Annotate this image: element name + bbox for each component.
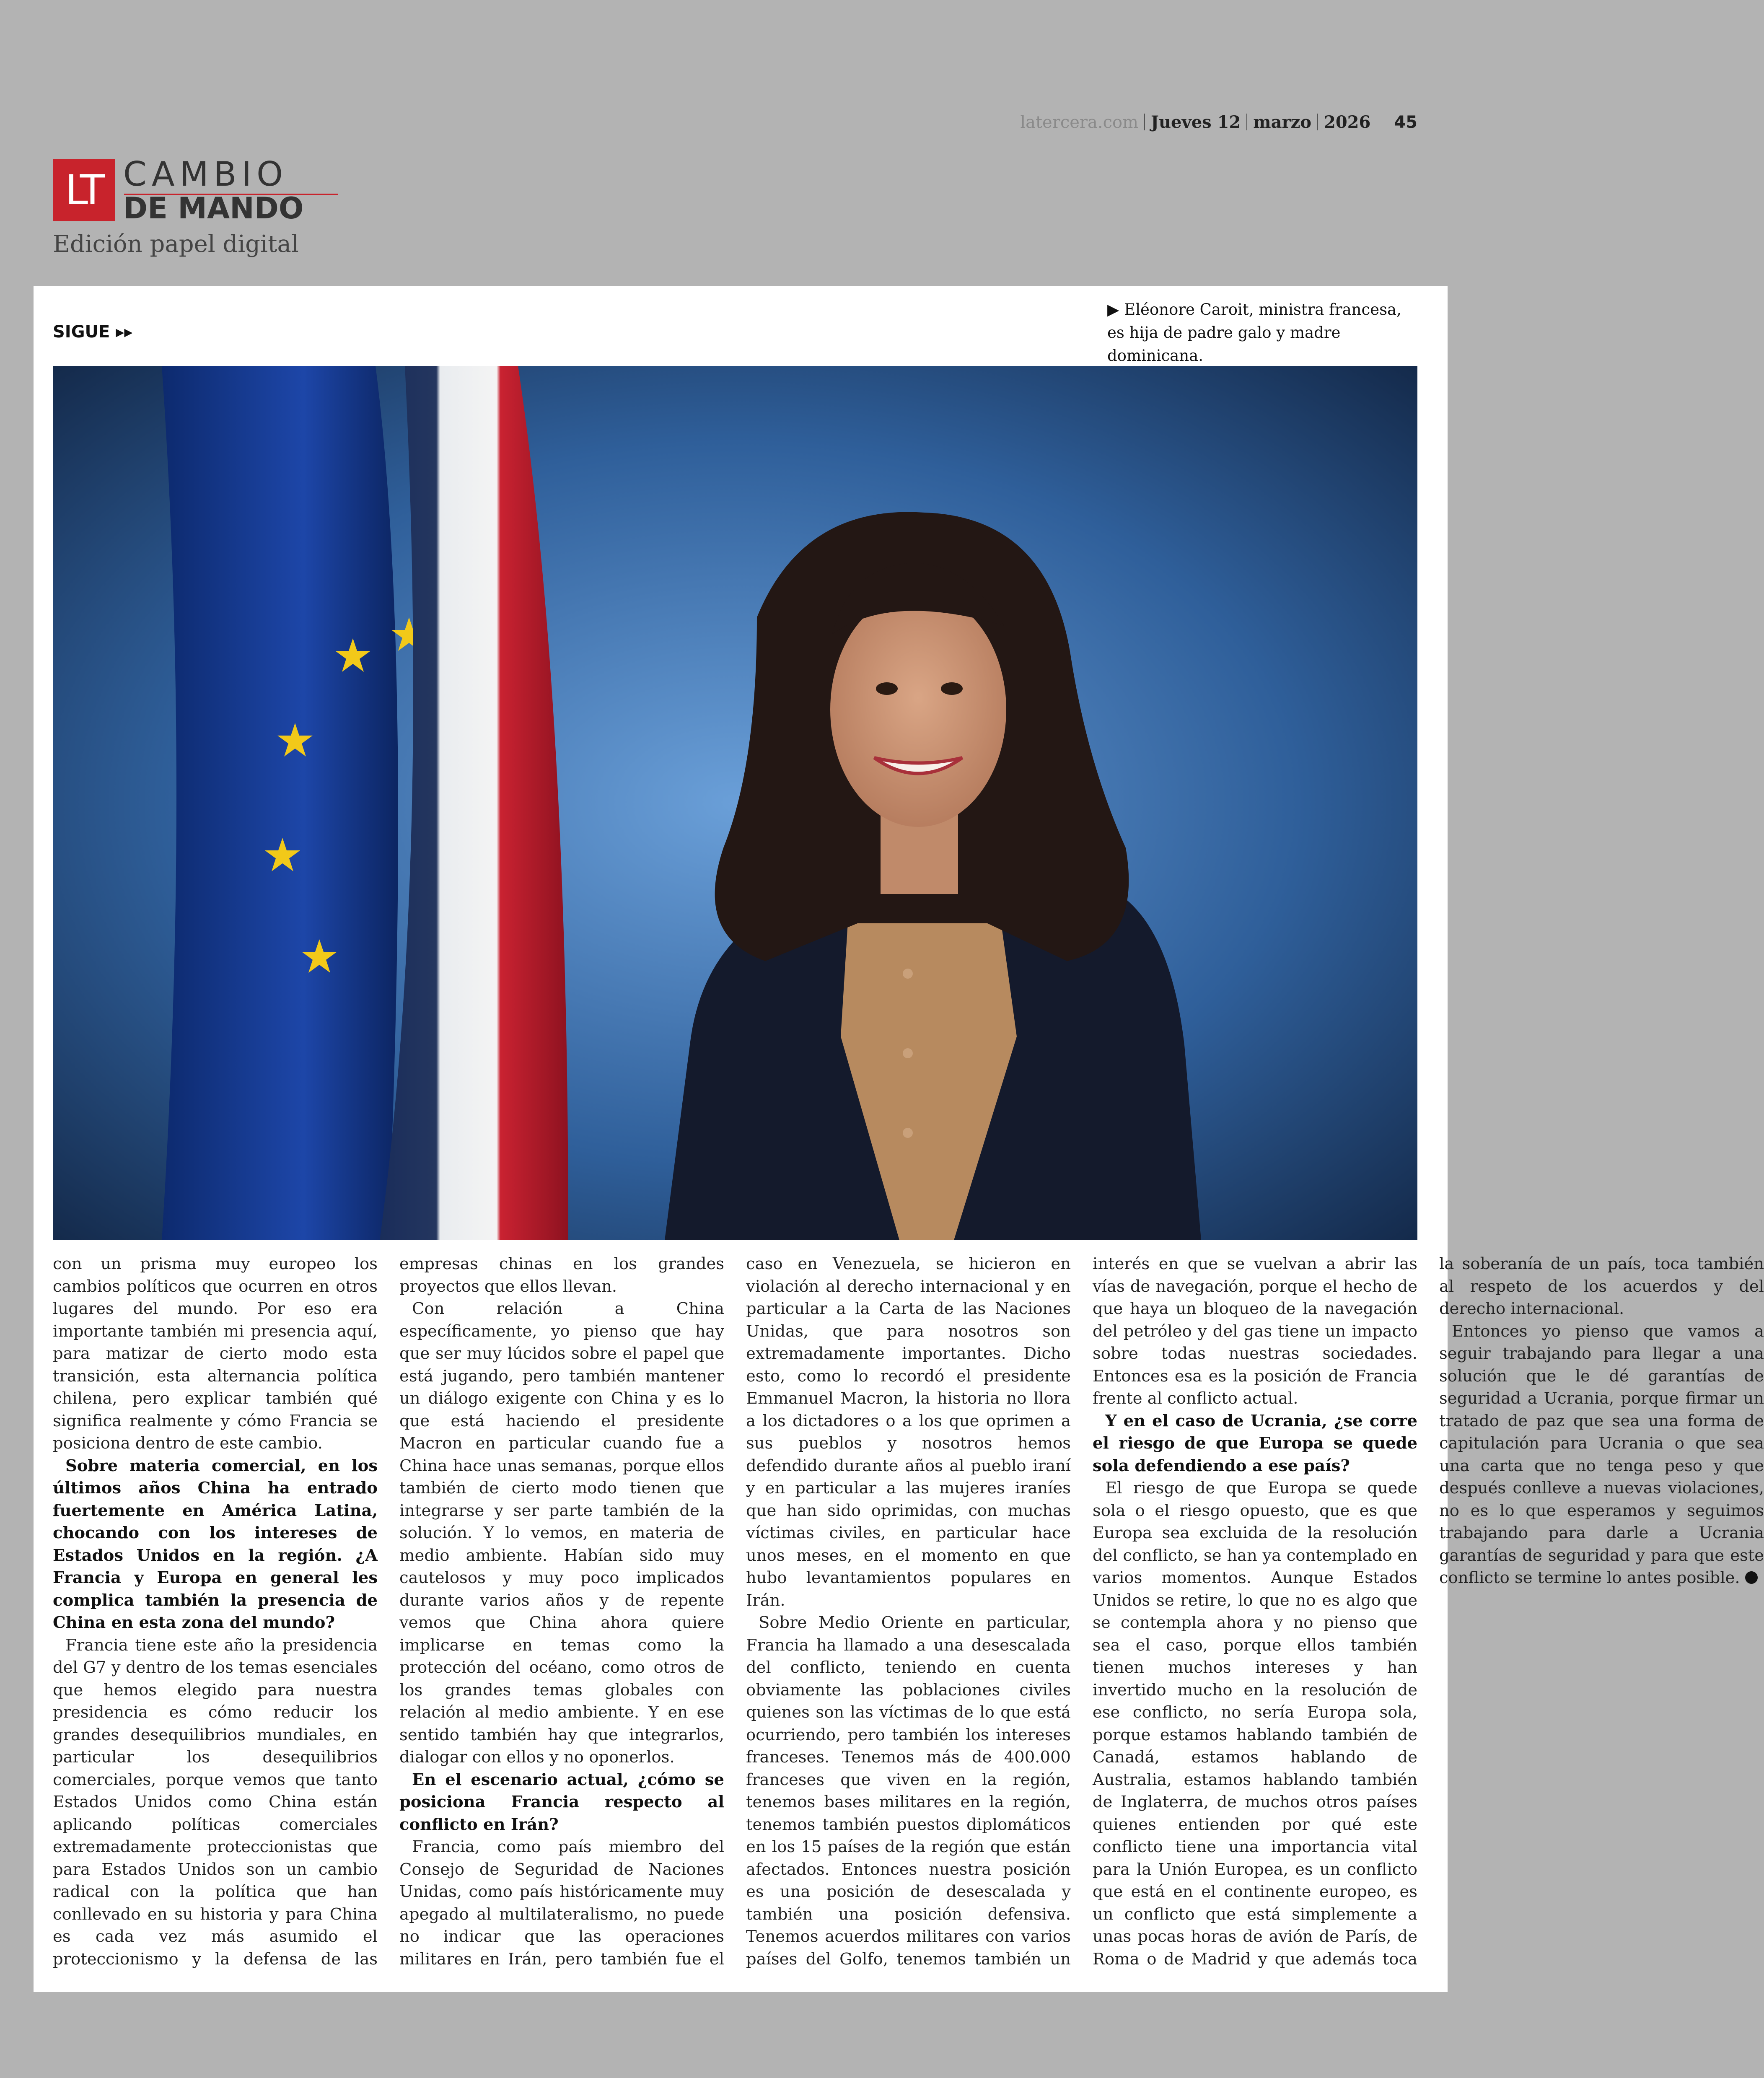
photo-caption: ▶ Eléonore Caroit, ministra francesa, es hija de padre galo y madre dominicana. <box>1107 301 1401 365</box>
article-page <box>34 286 1764 1992</box>
header-day: Jueves 12 <box>1151 112 1241 132</box>
interview-question: Sobre materia comercial, en los últimos años China ha entrado fuertemente en América Latina, chocando con los intereses de Estados Unidos en la región. ¿A Francia y Europa en general les complica también la presencia de China en esta zona del mundo? <box>53 1456 378 1632</box>
interview-question: Y en el caso de Ucrania, ¿se corre el riesgo de que Europa se quede sola defendiendo a ese país? <box>1093 1411 1417 1475</box>
article-paragraph: con un prisma muy europeo los cambios políticos que ocurren en otros lugares del mundo. Por eso era importante también mi presencia aquí, para matizar de cierto modo esta transición, esta alternancia política chilena, pero explicar también qué significa realmente y cómo Francia se posiciona dentro de este cambio. <box>53 1254 378 1453</box>
article-paragraph: Francia tiene este año la presidencia del G7 y dentro de los temas esenciales que hemos elegido para nuestra presidencia es cómo reducir los grandes desequilibrios mundiales, en particular los desequilibrios comerciales, porque vemos que tanto Estados Unidos como China están aplicando políticas comerciales extremadamente proteccionistas que para Estados Unidos son un cambio radical con la política que han conllevado en su historia y para China es cada vez más asumido el proteccionismo y la defensa de las empresas chinas en los grandes proyectos que ellos llevan. <box>53 1254 724 1969</box>
article-paragraph: Sobre Medio Oriente en particular, Francia ha llamado a una desescalada del conflicto, teniendo en cuenta obviamente las poblaciones civiles quienes son las víctimas de lo que está ocurriendo, pero también los intereses franceses. Tenemos más de 400.000 franceses que viven en la región, tenemos bases militares en la región, tenemos también puestos diplomáticos en los 15 países de la región que están afectados. Entonces nuestra posición es una posición de desescalada y también una posición defensiva. Tenemos acuerdos militares con varios países del Golfo, tenemos también un interés en que se vuelvan a abrir las vías de navegación, porque el hecho de que haya un bloqueo de la navegación del petróleo y del gas tiene un impacto sobre todas nuestras sociedades. Entonces esa es la posición de Francia frente al conflicto actual. <box>746 1254 1417 1969</box>
article-paragraph: Con relación a China específicamente, yo pienso que hay que ser muy lúcidos sobre el papel que está jugando, pero también mantener un diálogo exigente con China y es lo que está haciendo el presidente Macron en particular cuando fue a China hace unas semanas, porque ellos también de cierto modo tienen que integrarse y ser parte también de la solución. Y lo vemos, en materia de medio ambiente. Habían sido muy cautelosos y muy poco implicados durante varios años y de repente vemos que China ahora quiere implicarse en temas como la protección del océano, como otros de los grandes temas globales con relación al medio ambiente. Y en ese sentido también hay que integrarlos, dialogar con ellos y no oponerlos. <box>399 1299 724 1767</box>
section-title-line1: CAMBIO <box>123 155 288 194</box>
page-header-dateline <box>1020 112 1417 132</box>
page-number: 45 <box>1394 113 1417 132</box>
article-paragraph: El riesgo de que Europa se quede sola o el riesgo opuesto, que es que Europa sea excluida de la resolución del conflicto, se han ya contemplado en varios momentos. Aunque Estados Unidos se retire, lo que no es algo que se contempla ahora y no pienso que sea el caso, porque ellos también tienen muchos intereses y han invertido mucho en la resolución de ese conflicto, no sería Europa sola, porque estamos hablando también de Canadá, estamos hablando de Australia, estamos hablando también de Inglaterra, de muchos otros países quienes entienden por qué este conflicto tiene una importancia vital para la Unión Europea, es un conflicto que está en el continente europeo, es un conflicto que está simplemente a unas pocas horas de avión de París, de Roma o de Madrid y que además toca la soberanía de un país, toca también al respeto de los acuerdos y del derecho internacional. <box>1093 1254 1764 1969</box>
section-title-line2: DE MANDO <box>123 191 304 225</box>
article-photo <box>53 366 1417 1240</box>
edition-label: Edición papel digital <box>53 231 299 258</box>
eu-flag <box>162 366 398 1240</box>
face <box>830 592 1006 827</box>
article-body <box>53 1253 1764 1974</box>
portrait-illustration <box>53 366 1417 1240</box>
header-divider <box>1246 114 1247 130</box>
header-divider <box>1317 114 1318 130</box>
interview-question: En el escenario actual, ¿cómo se posiciona Francia respecto al conflicto en Irán? <box>399 1770 724 1834</box>
header-year: 2026 <box>1324 112 1371 132</box>
header-divider <box>1144 114 1145 130</box>
lt-logo: LT <box>53 159 115 221</box>
article-paragraph: Entonces yo pienso que vamos a seguir trabajando para llegar a una solución que le dé garantías de seguridad a Ucrania, porque firmar un tratado de paz que sea una forma de capitulación para Ucrania o que sea una carta que no tenga peso y que después conlleve a nuevas violaciones, no es lo que esperamos y seguimos trabajando para darle a Ucrania garantías de seguridad y para que este conflicto se termine lo antes posible. <box>1439 1321 1764 1587</box>
article-paragraph: Francia, como país miembro del Consejo de Seguridad de Naciones Unidas, como país históricamente muy apegado al multilateralismo, no puede no indicar que las operaciones militares en Irán, pero también fue el caso en Venezuela, se hicieron en violación al derecho internacional y en particular a la Carta de las Naciones Unidas, que para nosotros son extremadamente importantes. Dicho esto, como lo recordó el presidente Emmanuel Macron, la historia no llora a los dictadores o a los que oprimen a sus pueblos y nosotros hemos defendido durante años al pueblo iraní y en particular a las mujeres iraníes que han sido oprimidas, con muchas víctimas civiles, en particular hace unos meses, en el momento en que hubo levantamientos populares en Irán. <box>399 1254 1071 1969</box>
site-url[interactable]: latercera.com <box>1020 113 1139 132</box>
end-of-article-mark <box>1745 1571 1758 1584</box>
header-month: marzo <box>1253 112 1311 132</box>
continued-label: SIGUE ▸▸ <box>53 322 133 342</box>
